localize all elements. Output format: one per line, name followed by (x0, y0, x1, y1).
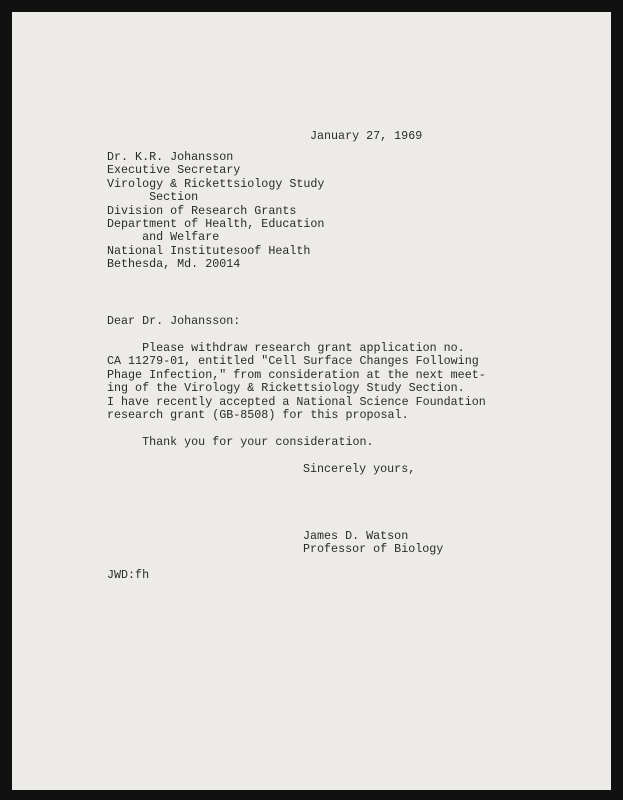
address-line: Section (107, 190, 199, 205)
address-line: Department of Health, Education (107, 217, 325, 231)
body-line: Please withdraw research grant application no. (107, 341, 465, 355)
typist-initials: JWD:fh (107, 568, 150, 582)
letter-date: January 27, 1969 (310, 129, 423, 143)
signer-title: Professor of Biology (303, 542, 444, 557)
address-line: Bethesda, Md. 20014 (107, 257, 241, 272)
address-line: Division of Research Grants (107, 203, 297, 218)
body-line: research grant (GB-8508) for this proposal. (107, 408, 409, 422)
salutation: Dear Dr. Johansson: (107, 314, 241, 328)
address-line: and Welfare (107, 230, 220, 245)
address-line: Dr. K.R. Johansson (107, 150, 234, 164)
body-line: I have recently accepted a National Science Foundation (107, 394, 486, 409)
signer-name: James D. Watson (303, 529, 409, 543)
body-line: CA 11279-01, entitled "Cell Surface Changes Following (107, 354, 479, 369)
body-line: Phage Infection," from consideration at the next meet- (107, 367, 486, 382)
body-line: ing of the Virology & Rickettsiology Study Section. (107, 381, 465, 396)
thanks-line: Thank you for your consideration. (107, 435, 374, 449)
address-line: National Institutesoof Health (107, 243, 311, 258)
address-line: Executive Secretary (107, 163, 241, 178)
closing: Sincerely yours, (303, 462, 416, 476)
address-line: Virology & Rickettsiology Study (107, 176, 325, 191)
